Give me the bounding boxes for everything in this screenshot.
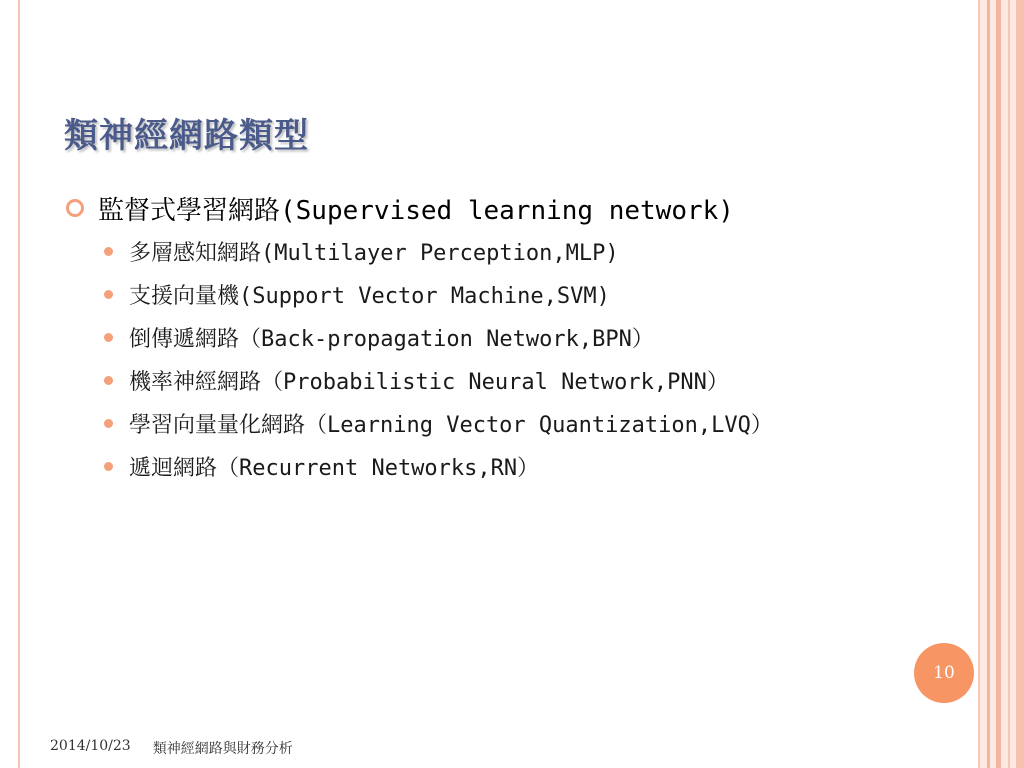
sub-bullet-text: 遞迴網路（Recurrent Networks,RN） [129,456,540,481]
sub-bullet-text: 學習向量量化網路（Learning Vector Quantization,LVQ） [129,413,773,438]
left-rule-divider [18,0,20,768]
sub-bullet [104,359,946,402]
deco-stripe [1008,0,1010,768]
dot-bullet-icon [104,376,113,385]
deco-stripe [978,0,980,768]
dot-bullet-icon [104,290,113,299]
deco-stripe [996,0,1001,768]
sub-bullet [104,316,946,359]
ring-bullet-icon [66,199,84,217]
sub-bullet-text: 機率神經網路（Probabilistic Neural Network,PNN） [129,370,729,395]
dot-bullet-icon [104,419,113,428]
sub-bullet [104,402,946,445]
slide-content [66,188,946,488]
footer-course-title: 類神經網路與財務分析 [152,741,293,757]
footer-date: 2014/10/23 [50,738,131,754]
deco-stripe [987,0,990,768]
main-bullet-text: 監督式學習網路(Supervised learning network) [98,195,734,226]
dot-bullet-icon [104,462,113,471]
sub-bullet-text: 多層感知網路(Multilayer Perception,MLP) [129,241,619,266]
dot-bullet-icon [104,333,113,342]
sub-bullet [104,445,946,488]
main-bullet [66,188,946,228]
sub-bullet [104,273,946,316]
right-decoration [978,0,1024,768]
page-number-badge [914,643,974,703]
sub-bullet-text: 倒傳遞網路（Back-propagation Network,BPN） [129,327,654,352]
sub-bullet-text: 支援向量機(Support Vector Machine,SVM) [129,284,610,309]
sub-bullet [104,230,946,273]
slide-footer [50,738,293,758]
deco-stripe [1016,0,1024,768]
dot-bullet-icon [104,247,113,256]
slide-title: 類神經網路類型 [64,116,309,156]
sub-bullet-list [66,230,946,488]
page-number: 10 [933,663,955,683]
